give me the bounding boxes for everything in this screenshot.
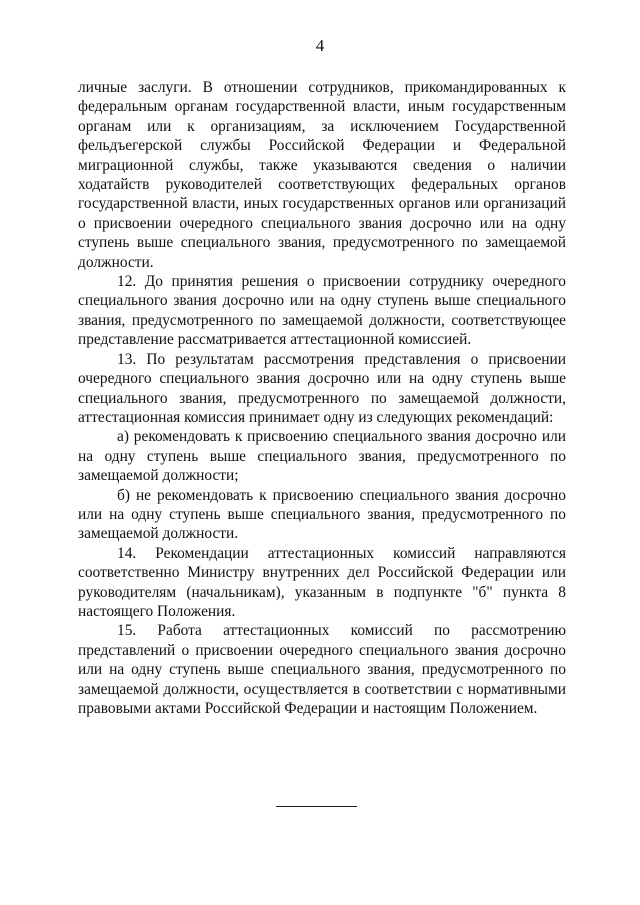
paragraph-item-15: 15. Работа аттестационных комиссий по рассмотрению представлений о присвоении очередного специального звания досрочно или на одну ступень выше специального звания, предусмотренного по замещаемой должности, осуществляется в соответствии с нормативными правовыми актами Российской Федерации и настоящим Положением. bbox=[78, 622, 566, 717]
page-number: 4 bbox=[315, 36, 325, 55]
paragraph-continuation: личные заслуги. В отношении сотрудников, прикомандированных к федеральным органам государственной власти, иным государственным органам или к организациям, за исключением Государственной фельдъегерской службы Российской Федерации и Федеральной миграционной службы, также указываются сведения о наличии ходатайств руководителей соответствующих федеральных органов государственной власти, иных государственных органов или организаций о присвоении очередного специального звания досрочно или на одну ступень выше специального звания, предусмотренного по замещаемой должности. bbox=[78, 79, 566, 271]
paragraph-item-13: 13. По результатам рассмотрения представления о присвоении очередного специального звания досрочно или на одну ступень выше специального звания, предусмотренного по замещаемой должности, аттестационная комиссия принимает одну из следующих рекомендаций: bbox=[78, 350, 566, 426]
paragraph-subitem-a: а) рекомендовать к присвоению специального звания досрочно или на одну ступень выше специального звания, предусмотренного по замещаемой должности; bbox=[78, 428, 566, 485]
end-separator-line bbox=[276, 806, 357, 807]
paragraph-subitem-b: б) не рекомендовать к присвоению специального звания досрочно или на одну ступень выше специального звания, предусмотренного по замещаемой должности. bbox=[78, 486, 566, 543]
paragraph-item-14: 14. Рекомендации аттестационных комиссий направляются соответственно Министру внутренних дел Российской Федерации или руководителям (начальникам), указанным в подпункте "б" пункта 8 настоящего Положения. bbox=[78, 544, 566, 620]
document-body bbox=[78, 78, 566, 718]
paragraph-item-12: 12. До принятия решения о присвоении сотруднику очередного специального звания досрочно или на одну ступень выше специального звания, предусмотренного по замещаемой должности, соответствующее представление рассматривается аттестационной комиссией. bbox=[78, 273, 566, 349]
